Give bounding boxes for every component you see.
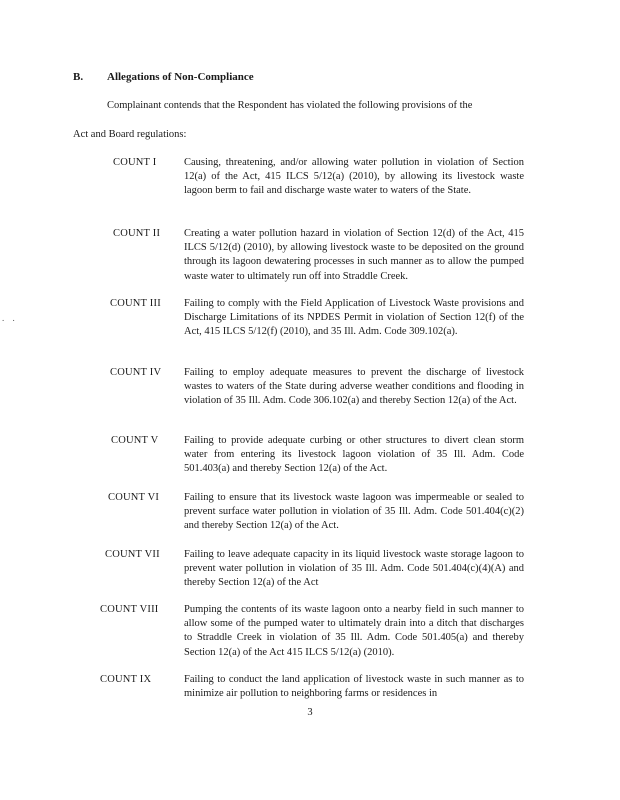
count-text: Failing to leave adequate capacity in its liquid livestock waste storage lagoon to prevent water pollution in violation of 35 Ill. Adm. Code 501.404(c)(4)(A) and thereby Section 12(a) of the Act	[184, 549, 524, 589]
count-label: COUNT IV	[110, 367, 162, 378]
count-label: COUNT IX	[100, 674, 152, 685]
section-heading	[73, 70, 254, 84]
count-text: Causing, threatening, and/or allowing water pollution in violation of Section 12(a) of the Act, 415 ILCS 5/12(a) (2010), by allowing its livestock waste lagoon berm to fail and discharge waste water to waters of the State.	[184, 157, 524, 197]
count-label: COUNT VI	[108, 492, 160, 503]
count-text: Failing to provide adequate curbing or other structures to divert clean storm water from entering its livestock lagoon violation of 35 Ill. Adm. Code 501.403(a) and thereby Section 12(a) of the Act.	[184, 435, 524, 475]
count-text: Failing to conduct the land application of livestock waste in such manner as to minimize air pollution to neighboring farms or residences in	[184, 674, 524, 700]
count-label: COUNT I	[113, 157, 157, 168]
count-text: Failing to comply with the Field Application of Livestock Waste provisions and Discharge Limitations of its NPDES Permit in violation of Section 12(f) of the Act, 415 ILCS 5/12(f) (2010), and 35 Ill. Adm. Code 309.102(a).	[184, 298, 524, 338]
section-letter: B.	[73, 71, 84, 83]
count-label: COUNT II	[113, 228, 161, 239]
intro-paragraph-line-2: Act and Board regulations:	[73, 129, 187, 140]
intro-paragraph-line-1: Complainant contends that the Respondent has violated the following provisions of the	[107, 100, 473, 111]
count-text: Failing to employ adequate measures to prevent the discharge of livestock wastes to waters of the State during adverse weather conditions and flooding in violation of 35 Ill. Adm. Code 306.102(a) and thereby Section 12(a) of the Act.	[184, 367, 524, 407]
count-text: Pumping the contents of its waste lagoon onto a nearby field in such manner to allow some of the pumped water to ultimately drain into a ditch that discharges to Straddle Creek in violation of 35 Ill. Adm. Code 501.405(a) and thereby Section 12(a) of the Act 415 ILCS 5/12(a) (2010).	[184, 604, 524, 658]
count-label: COUNT VII	[105, 549, 160, 560]
page-number: 3	[307, 707, 313, 718]
section-title: Allegations of Non-Compliance	[107, 71, 254, 83]
count-text: Creating a water pollution hazard in violation of Section 12(d) of the Act, 415 ILCS 5/12(d) (2010), by allowing livestock waste to be deposited on the ground through its lagoon dewatering processes in such manner as to allow the pumped waste water to ultimately run off into Straddle Creek.	[184, 228, 524, 282]
margin-scan-marks: . .	[2, 313, 18, 323]
count-text: Failing to ensure that its livestock waste lagoon was impermeable or sealed to prevent surface water pollution in violation of 35 Ill. Adm. Code 501.404(c)(2) and thereby Section 12(a) of the Act.	[184, 492, 524, 532]
count-label: COUNT III	[110, 298, 161, 309]
count-label: COUNT V	[111, 435, 159, 446]
count-label: COUNT VIII	[100, 604, 159, 615]
